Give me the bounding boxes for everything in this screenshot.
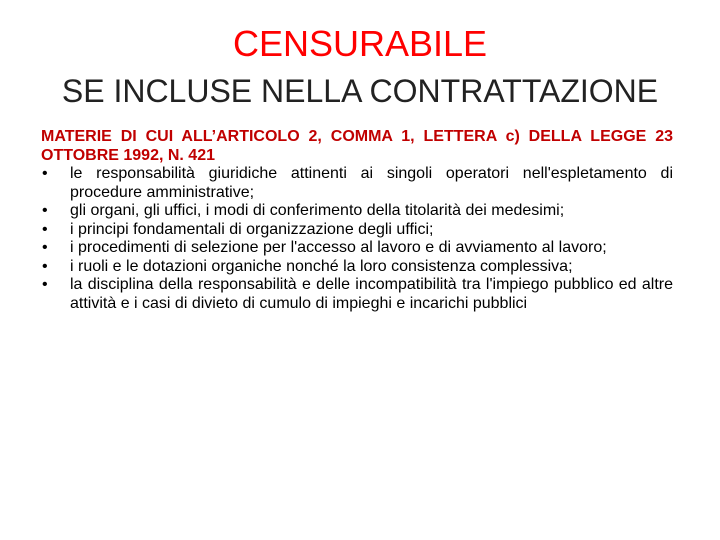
bullet-icon: •	[42, 220, 48, 238]
bullet-list	[41, 165, 673, 313]
body-text	[41, 128, 673, 313]
list-item	[41, 202, 673, 221]
list-item-text: i ruoli e le dotazioni organiche nonché la loro consistenza complessiva;	[70, 257, 573, 275]
bullet-icon: •	[42, 202, 48, 219]
list-item	[41, 258, 673, 277]
list-item	[41, 221, 673, 240]
bullet-icon: •	[42, 165, 48, 182]
bullet-icon: •	[42, 257, 48, 275]
intro-heading: MATERIE DI CUI ALL’ARTICOLO 2, COMMA 1, LETTERA c) DELLA LEGGE 23 OTTOBRE 1992, N. 421	[41, 128, 673, 164]
title-block	[0, 20, 720, 114]
list-item-text: i principi fondamentali di organizzazione degli uffici;	[70, 220, 434, 238]
bullet-icon: •	[42, 239, 48, 256]
slide-subtitle: SE INCLUSE NELLA CONTRATTAZIONE	[61, 73, 659, 109]
list-item	[41, 276, 673, 313]
list-item-text: i procedimenti di selezione per l'accesso al lavoro e di avviamento al lavoro;	[70, 239, 607, 256]
list-item	[41, 165, 673, 202]
slide-title: CENSURABILE	[232, 23, 488, 64]
list-item-text: la disciplina della responsabilità e delle incompatibilità tra l'impiego pubblico ed altre attività e i casi di divieto di cumulo di impieghi e incarichi pubblici	[70, 276, 673, 312]
list-item-text: le responsabilità giuridiche attinenti ai singoli operatori nell'espletamento di procedure amministrative;	[70, 165, 673, 201]
bullet-icon: •	[42, 276, 48, 293]
list-item	[41, 239, 673, 258]
list-item-text: gli organi, gli uffici, i modi di conferimento della titolarità dei medesimi;	[70, 202, 565, 219]
